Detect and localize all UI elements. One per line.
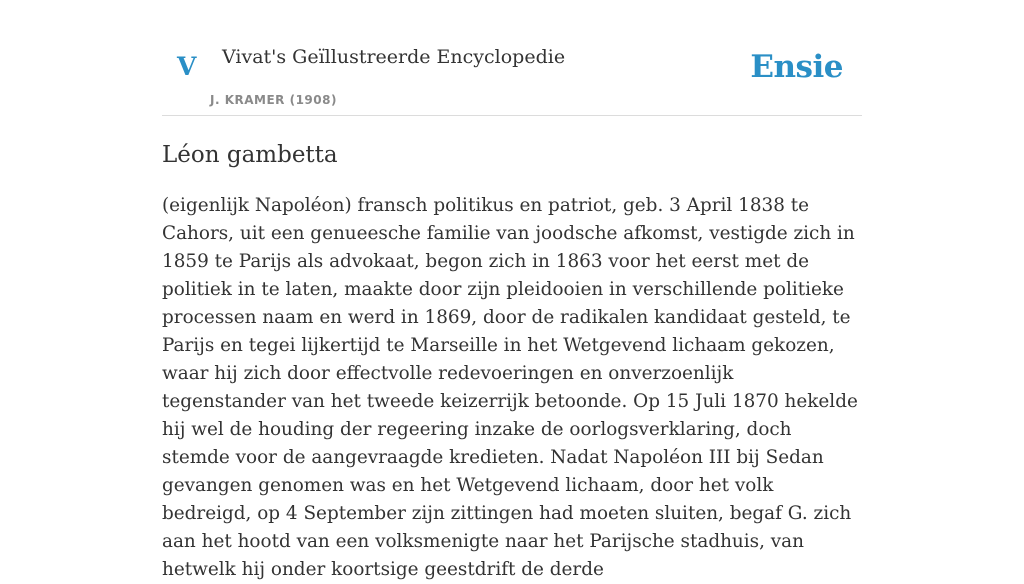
source-author: J. KRAMER (1908) (210, 93, 337, 107)
source-logo: V (177, 52, 197, 81)
ensie-logo-link[interactable]: Ensie (750, 49, 843, 85)
source-title[interactable]: Vivat's Geïllustreerde Encyclopedie (222, 46, 566, 68)
article-body: (eigenlijk Napoléon) fransch politikus en patriot, geb. 3 April 1838 te Cahors, uit een genueesche familie van joodsche afkomst, vestigde zich in 1859 te Parijs als advokaat, begon zich in 1863 voor het eerst met de politiek in te laten, maakte door zijn pleidooien in verschillende politieke processen naam en werd in 1869, door de radikalen kandidaat gesteld, te Parijs en tegei lijkertijd te Marseille in het Wetgevend lichaam gekozen, waar hij zich door effectvolle redevoeringen en onverzoenlijk tegenstander van het tweede keizerrijk betoonde. Op 15 Juli 1870 hekelde hij wel de houding der regeering inzake de oorlogsverklaring, doch stemde voor de aangevraagde kredieten. Nadat Napoléon III bij Sedan gevangen genomen was en het Wetgevend lichaam, door het volk bedreigd, op 4 September zijn zittingen had moeten sluiten, begaf G. zich aan het hootd van een volksmenigte naar het Parijsche stadhuis, van hetwelk hij onder koortsige geestdrift de derde (162, 195, 858, 580)
source-header (162, 0, 862, 116)
content-column (162, 0, 862, 580)
article-title: Léon gambetta (162, 142, 338, 168)
